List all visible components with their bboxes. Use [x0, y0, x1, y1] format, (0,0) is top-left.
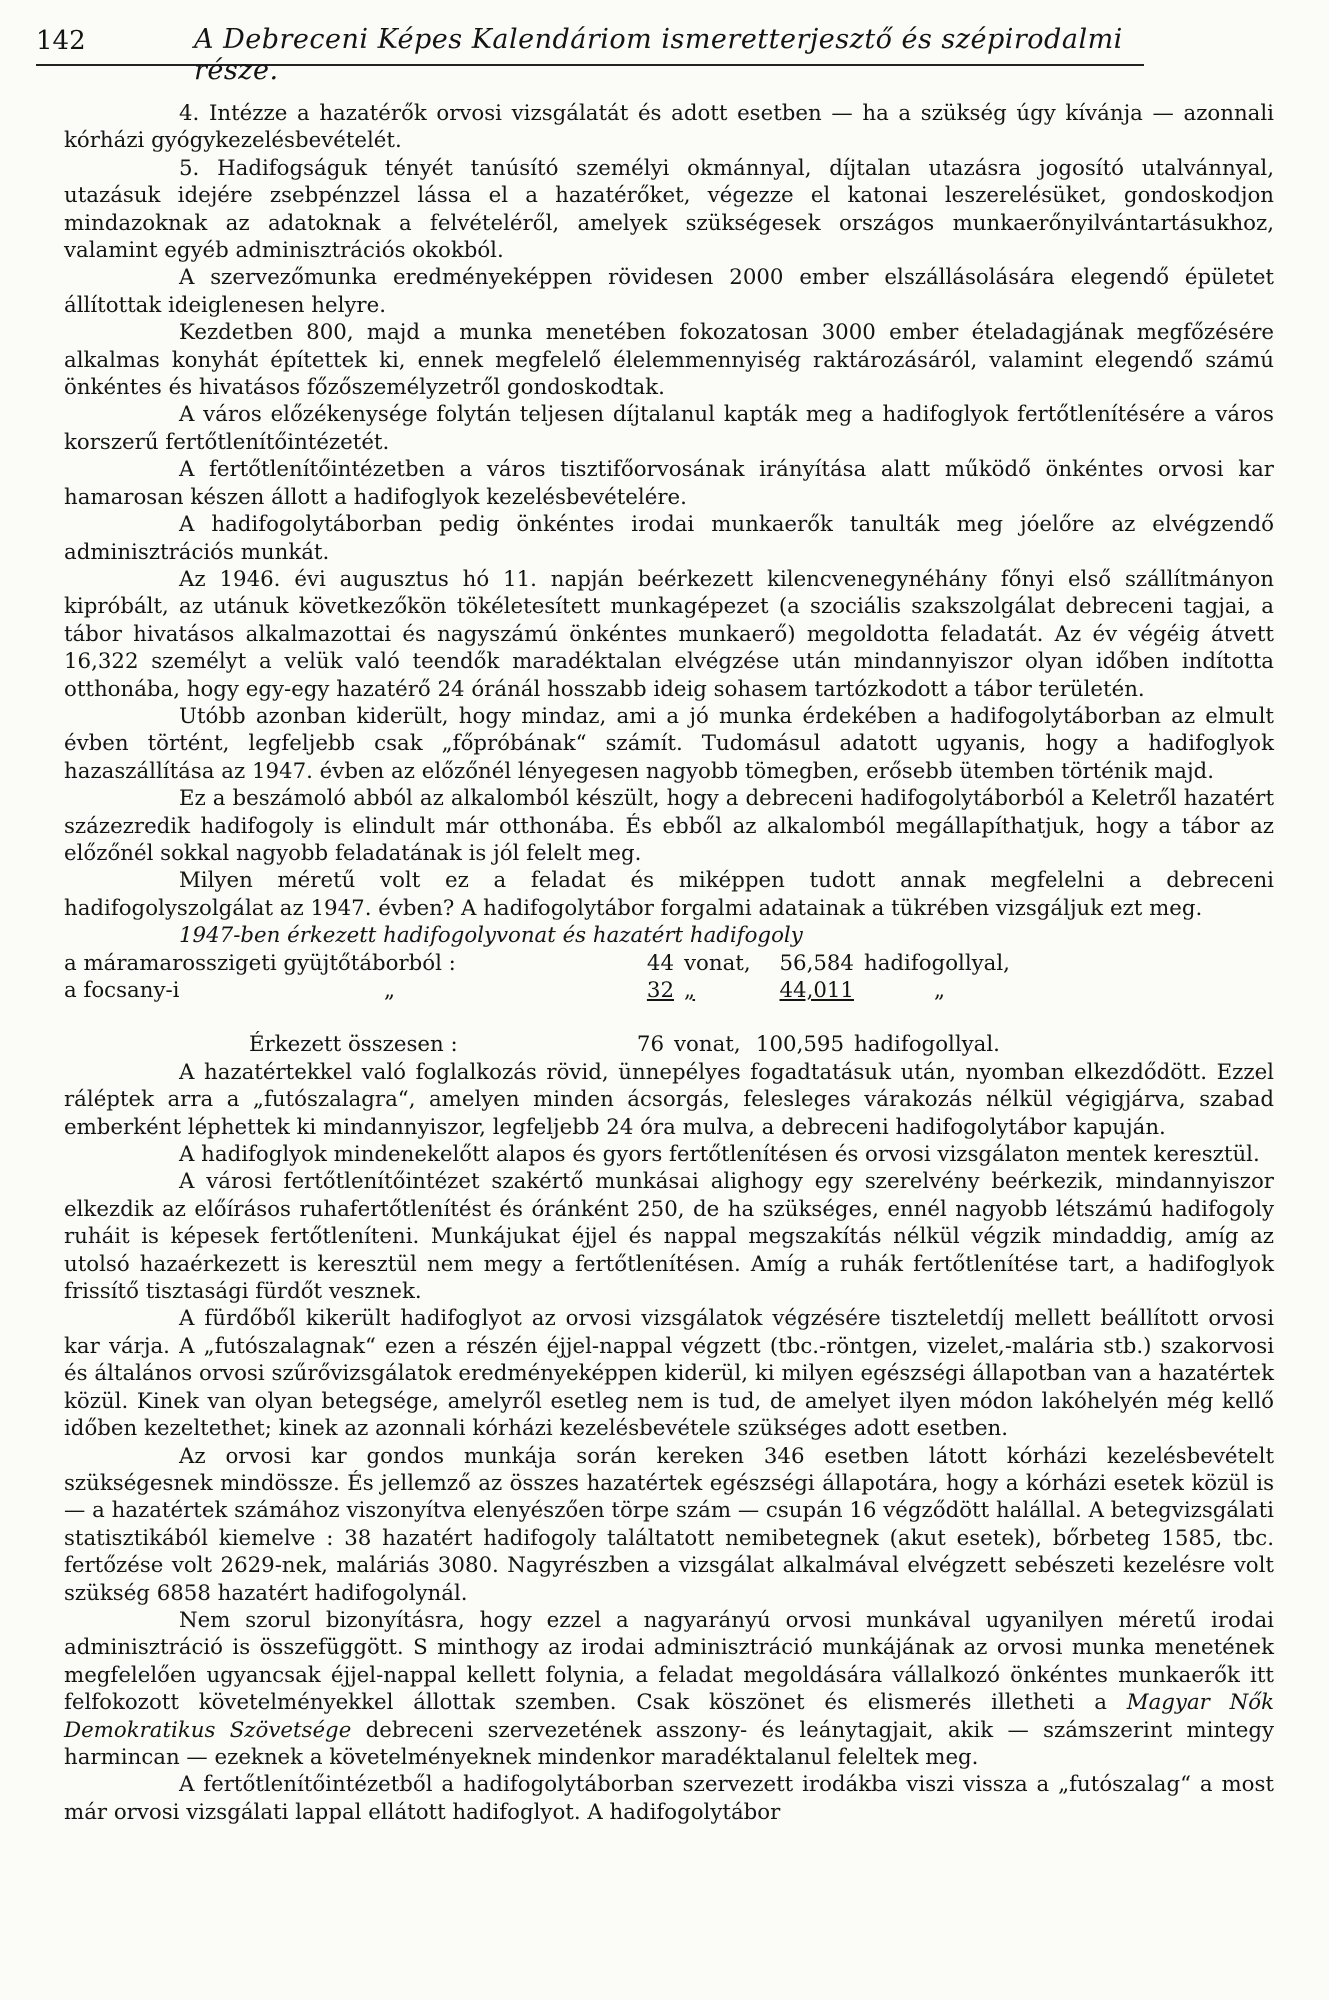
- paragraph: A városi fertőtlenítőintézet szakértő munkásai alighogy egy szerelvény beérkezik, mindannyiszor elkezdik az előírásos ruhafertőtlenítést és óránként 250, de ha szükséges, ennél nagyobb létszámú hadifogoly ruháit is képesek fertőtleníteni. Munkájukat éjjel és nappal megszakítás nélkül végzik mindaddig, amíg az utolsó hazaérkezett is keresztül nem megy a fertőtlenítésen. Amíg a ruhák fertőtlenítése tart, a hadifoglyok frissítő tisztasági fürdőt vesznek.: [64, 1169, 1274, 1305]
- total-count: 100,595: [755, 1032, 844, 1058]
- total-unit: vonat,: [674, 1032, 741, 1058]
- paragraph: Az 1946. évi augusztus hó 11. napján beérkezett kilencvenegynéhány főnyi első szállítmányon kipróbált, az utánuk következőkön tökéletesített munkagépezet (a szociális szakszolgálat debreceni tagjai, a tábor hivatásos alkalmazottai és nagyszámú önkéntes munkaerő) megoldotta feladatát. Az év végéig átvett 16,322 személyt a velük való teendők maradéktalan elvégzése után mindannyiszor olyan időben indította otthonába, hogy egy-egy hazatérő 24 óránál hosszabb ideig sohasem tartózkodott a tábor területén.: [64, 566, 1274, 702]
- paragraph: Kezdetben 800, majd a munka menetében fokozatosan 3000 ember ételadagjának megfőzésére alkalmas konyhát építettek ki, ennek megfelelő élelemmennyiség raktározásáról, valamint elegendő számú önkéntes és hivatásos főzőszemélyzetről gondoskodtak.: [64, 320, 1274, 401]
- row-unit: „: [684, 978, 696, 1003]
- page-number: 142: [36, 26, 86, 56]
- paragraph-text: Nem szorul bizonyításra, hogy ezzel a nagyarányú orvosi munkával ugyanilyen méretű irodai adminisztráció is összefüggött. S minthogy az irodai adminisztráció munkájának az orvosi munka menetének megfelelően ugyancsak éjjel-nappal kellett folynia, a feladat megoldására vállalkozó önkéntes munkaerők itt felfokozott követelményekkel állottak szemben. Csak köszönet és elismerés illetheti a: [64, 1607, 1274, 1716]
- paragraph-item-5: 5. Hadifogságuk tényét tanúsító személyi okmánnyal, díjtalan utazásra jogosító utalvánnyal, utazásuk idejére zsebpénzzel lássa el a hazatérőket, végezze el katonai leszerelésüket, gondoskodjon mindazoknak az adatoknak a felvételéről, amelyek szükségesek országos munkaerőnyilvántartásukhoz, valamint egyéb adminisztrációs okokból.: [64, 155, 1274, 264]
- total-label: Érkezett összesen :: [249, 1032, 458, 1058]
- total-tail: hadifogollyal.: [854, 1032, 1000, 1058]
- paragraph: A fürdőből kikerült hadifoglyot az orvosi vizsgálatok végzésére tiszteletdíj mellett beállított orvosi kar várja. A „futószalagnak“ ezen a részén éjjel-nappal végzett (tbc.-röntgen, vizelet,-malária stb.) szakorvosi és általános orvosi szűrővizsgálatok eredményeképpen kiderül, ki milyen egészségi állapotban van a hazatértek közül. Kinek van olyan betegsége, amelyről esetleg nem is tud, de amelyet ilyen módon lakóhelyén még kellő időben kezeltethet; kinek az azonnali kórházi kezelésbevétele szükséges adott esetben.: [64, 1306, 1274, 1442]
- transport-table: [64, 922, 1274, 1059]
- paragraph: Ez a beszámoló abból az alkalomból készült, hogy a debreceni hadifogolytáborból a Keletről hazatért százezredik hadifogoly is elindult már otthonába. És ebből az alkalomból megállapíthatjuk, hogy a tábor az előzőnél sokkal nagyobb feladatának is jól felelt meg.: [64, 786, 1274, 866]
- row-count: 56,584: [779, 950, 854, 976]
- total-trains: 76: [636, 1032, 664, 1058]
- paragraph-item-4: 4. Intézze a hazatérők orvosi vizsgálatát és adott esetben — ha a szükség úgy kívánja — azonnali kórházi gyógykezelésbevételét.: [64, 101, 1274, 154]
- row-label: a máramarosszigeti gyüjtőtáborból :: [64, 950, 456, 976]
- row-tail: hadifogollyal,: [864, 950, 1010, 976]
- table-title: 1947-ben érkezett hadifogolyvonat és hazatért hadifogoly: [179, 923, 803, 949]
- row-label: a focsany-i: [64, 978, 180, 1003]
- table-row: [64, 977, 1274, 1004]
- paragraph: A fertőtlenítőintézetből a hadifogolytáborban szervezett irodákba viszi vissza a „futószalag“ a most már orvosi vizsgálati lappal ellátott hadifoglyot. A hadifogolytábor: [64, 1772, 1274, 1825]
- paragraph: A hadifoglyok mindenekelőtt alapos és gyors fertőtlenítésen és orvosi vizsgálaton mentek keresztül.: [179, 1142, 1260, 1168]
- row-ditto: „: [384, 978, 396, 1003]
- paragraph: A hadifogolytáborban pedig önkéntes irodai munkaerők tanulták meg jóelőre az elvégzendő adminisztrációs munkát.: [64, 512, 1274, 565]
- running-title: A Debreceni Képes Kalendáriom ismeretterjesztő és szépirodalmi része.: [194, 24, 1123, 86]
- row-unit: vonat,: [684, 950, 751, 976]
- paragraph-text: debreceni szervezetének asszony- és leánytagjait, akik — számszerint mintegy harmincan — ezeknek a követelményeknek mindenkor maradéktalanul feleltek meg.: [64, 1717, 1274, 1770]
- paragraph: Utóbb azonban kiderült, hogy mindaz, ami a jó munka érdekében a hadifogolytáborban az elmult évben történt, legfeljebb csak „főpróbának“ számít. Tudomásul adatott ugyanis, hogy a hadifoglyok hazaszállítása az 1947. évben az előzőnél lényegesen nagyobb tömegben, erősebb ütemben történik majd.: [64, 703, 1274, 784]
- paragraph: A szervezőmunka eredményeképpen rövidesen 2000 ember elszállásolására elegendő épületet állítottak ideiglenesen helyre.: [64, 265, 1274, 318]
- row-trains: 32: [646, 978, 674, 1003]
- paragraph: Milyen méretű volt ez a feladat és miképpen tudott annak megfelelni a debreceni hadifogolyszolgálat az 1947. évben? A hadifogolytábor forgalmi adatainak a tükrében vizsgáljuk ezt meg.: [64, 868, 1274, 921]
- paragraph: A hazatértekkel való foglalkozás rövid, ünnepélyes fogadtatásuk után, nyomban elkezdődött. Ezzel ráléptek arra a „futószalagra“, amelyen minden ácsorgás, felesleges várakozás nélkül végigjárva, szabad emberként léphettek ki mindannyiszor, legfeljebb 24 óra mulva, a debreceni hadifogolytábor kapuján.: [64, 1059, 1274, 1140]
- row-trains: 44: [646, 950, 674, 976]
- row-count: 44,011: [779, 978, 854, 1003]
- organization-name: Magyar Nők Demokratikus Szövetsége: [64, 1690, 1274, 1743]
- paragraph: A város előzékenysége folytán teljesen díjtalanul kapták meg a hadifoglyok fertőtlenítésére a város korszerű fertőtlenítőintézetét.: [64, 402, 1274, 455]
- article-body: [64, 100, 1274, 1826]
- table-row: [64, 950, 1274, 977]
- row-tail: „: [934, 978, 946, 1003]
- page-header: [36, 20, 1144, 86]
- paragraph: A fertőtlenítőintézetben a város tisztifőorvosának irányítása alatt működő önkéntes orvosi kar hamarosan készen állott a hadifoglyok kezelésbevételére.: [64, 457, 1274, 510]
- paragraph: [64, 1607, 1274, 1771]
- table-total-row: [64, 1031, 1274, 1058]
- paragraph: Az orvosi kar gondos munkája során kereken 346 esetben látott kórházi kezelésbevételt szükségesnek mindössze. És jellemző az összes hazatértek egészségi állapotára, hogy a kórházi esetek közül is — a hazatértek számához viszonyítva elenyészően törpe szám — csupán 16 végződött halállal. A betegvizsgálati statisztikából kiemelve : 38 hazatért hadifogoly találtatott nemibetegnek (akut esetek), bőrbeteg 1585, tbc. fertőzése volt 2629-nek, maláriás 3080. Nagyrészben a vizsgálat alkalmával elvégzett sebészeti kezelésre volt szükség 6858 hazatért hadifogolynál.: [64, 1443, 1274, 1606]
